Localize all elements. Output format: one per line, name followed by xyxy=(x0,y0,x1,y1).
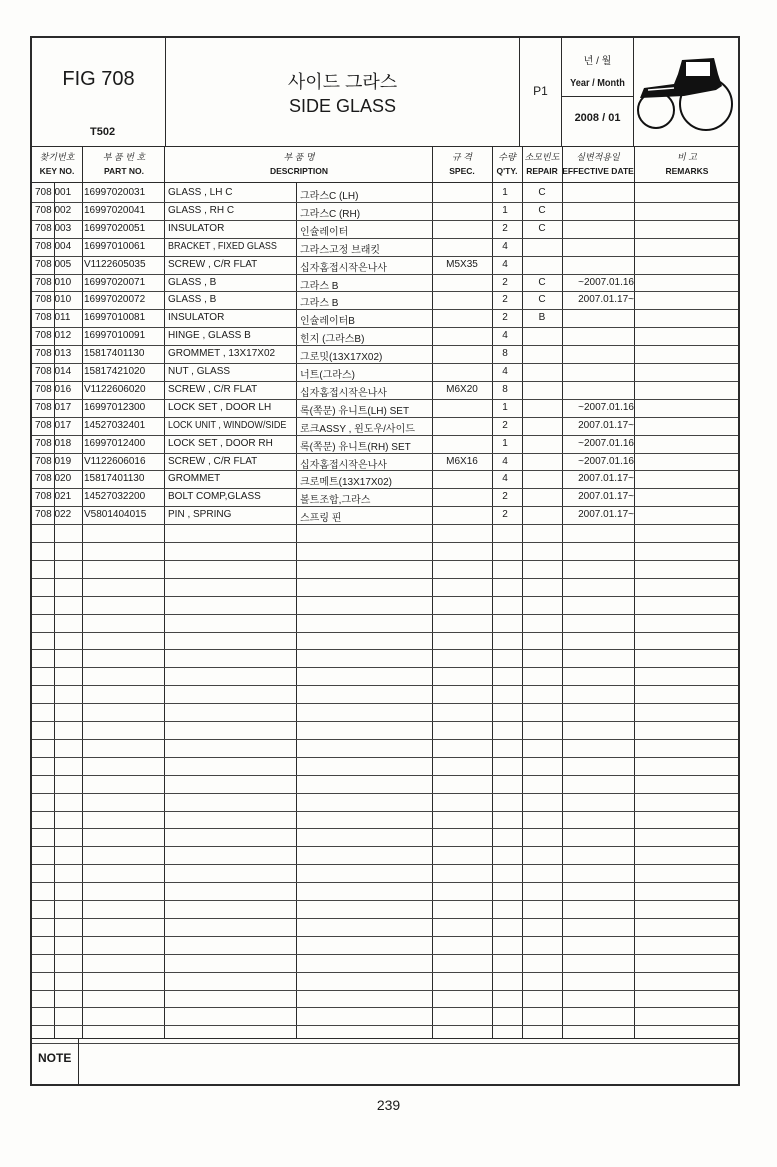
table-row xyxy=(32,309,738,327)
description: INSULATOR xyxy=(168,222,225,234)
tractor-image-cell xyxy=(634,38,740,146)
key-no: 708 004 xyxy=(35,240,72,252)
part-no: 14527032401 xyxy=(84,419,146,431)
part-no: 16997020051 xyxy=(84,222,146,234)
title-korean: 사이드 그라스 xyxy=(287,72,398,92)
quantity: 1 xyxy=(502,437,508,449)
description: NUT , GLASS xyxy=(168,366,231,377)
table-row xyxy=(32,506,738,524)
quantity: 2 xyxy=(502,294,508,306)
tractor-icon xyxy=(634,38,738,142)
quantity: 4 xyxy=(502,455,508,467)
key-no: 708 017 xyxy=(35,419,72,431)
table-row xyxy=(32,184,738,202)
description-korean: 로크ASSY , 윈도우/사이드 xyxy=(300,423,415,435)
key-no: 708 003 xyxy=(35,222,72,234)
quantity: 1 xyxy=(502,401,508,413)
col-part-no: 부 품 번 호 PART NO. xyxy=(102,152,146,176)
spec: M6X20 xyxy=(446,383,478,395)
key-no: 708 022 xyxy=(35,509,72,521)
key-no: 708 013 xyxy=(35,348,72,360)
part-no: 15817401130 xyxy=(84,348,145,360)
part-no: 16997020041 xyxy=(84,204,146,216)
quantity: 2 xyxy=(502,276,508,288)
description: LOCK SET , DOOR RH xyxy=(168,437,273,449)
part-no: 16997020071 xyxy=(84,276,146,288)
quantity: 4 xyxy=(502,473,508,485)
repair-frequency: C xyxy=(538,187,546,198)
table-row xyxy=(32,363,738,381)
part-no: 16997012400 xyxy=(84,437,146,449)
effective-date: 2007.01.17~ xyxy=(578,294,634,306)
quantity: 2 xyxy=(502,509,508,521)
part-no: 16997012300 xyxy=(84,401,146,413)
description: LOCK UNIT , WINDOW/SIDE xyxy=(168,419,287,431)
quantity: 1 xyxy=(502,204,508,216)
key-no: 708 020 xyxy=(35,473,72,485)
description-korean: 그라스 B xyxy=(300,280,339,292)
description-korean: 크로메트(13X17X02) xyxy=(300,477,393,489)
column-headers xyxy=(32,146,738,183)
quantity: 4 xyxy=(502,330,508,342)
table-row xyxy=(32,220,738,238)
description: BRACKET , FIXED GLASS xyxy=(168,240,277,252)
year-month-label: Year / Month xyxy=(570,78,625,89)
year-month-cell xyxy=(562,38,634,146)
part-no: 15817421020 xyxy=(84,366,146,377)
description-korean: 볼트조합,그라스 xyxy=(300,495,371,507)
repair-frequency: C xyxy=(538,204,546,216)
part-no: 15817401130 xyxy=(84,473,145,485)
key-no: 708 017 xyxy=(35,401,72,413)
note-section xyxy=(32,1038,738,1085)
quantity: 4 xyxy=(502,240,508,252)
table-row xyxy=(32,488,738,506)
description-korean: 그라스 B xyxy=(300,298,339,310)
part-no: V1122606016 xyxy=(84,455,146,467)
repair-frequency: C xyxy=(538,276,546,288)
key-no: 708 010 xyxy=(35,276,72,288)
description-korean: 힌지 (그라스B) xyxy=(300,334,365,346)
quantity: 2 xyxy=(502,312,508,324)
parts-sheet xyxy=(30,36,740,1086)
col-key-no: 찾기번호 KEY NO. xyxy=(39,152,75,176)
table-row xyxy=(32,291,738,309)
description-korean: 그라스고정 브래킷 xyxy=(300,244,381,256)
model-code: T502 xyxy=(90,126,116,138)
title-cell xyxy=(166,38,520,146)
key-no: 708 001 xyxy=(35,187,72,198)
effective-date: ~2007.01.16 xyxy=(578,455,634,467)
quantity: 1 xyxy=(502,187,508,198)
col-description: 부 품 명 DESCRIPTION xyxy=(269,152,329,176)
year-month-korean: 년 / 월 xyxy=(583,56,612,67)
effective-date: 2007.01.17~ xyxy=(578,473,634,485)
quantity: 4 xyxy=(502,366,508,377)
repair-frequency: C xyxy=(538,294,546,306)
description: GLASS , B xyxy=(168,276,217,288)
part-no: 16997010091 xyxy=(84,330,146,342)
key-no: 708 005 xyxy=(35,258,72,270)
part-no: 16997010061 xyxy=(84,240,146,252)
quantity: 4 xyxy=(502,258,508,270)
description: GLASS , B xyxy=(168,294,217,306)
table-row xyxy=(32,238,738,256)
col-remarks: 비 고 REMARKS xyxy=(665,152,709,176)
page-code: P1 xyxy=(533,84,548,98)
quantity: 8 xyxy=(502,348,508,360)
description-korean: 십자홈접시작은나사 xyxy=(300,387,387,399)
description-korean: 십자홈접시작은나사 xyxy=(300,262,387,274)
col-qty: 수량 Q'TY. xyxy=(496,152,518,176)
description-korean: 그라스C (RH) xyxy=(300,208,361,220)
description-korean: 록(쪽문) 유니트(LH) SET xyxy=(300,405,410,417)
key-no: 708 018 xyxy=(35,437,72,449)
sheet-header xyxy=(32,38,738,147)
description: GROMMET , 13X17X02 xyxy=(168,348,276,360)
quantity: 8 xyxy=(502,383,508,395)
effective-date: ~2007.01.16 xyxy=(578,401,634,413)
page-cell xyxy=(520,38,562,146)
description: SCREW , C/R FLAT xyxy=(168,258,258,270)
page-number: 239 xyxy=(376,1097,401,1113)
title-english: SIDE GLASS xyxy=(288,96,397,116)
effective-date: 2007.01.17~ xyxy=(578,419,634,431)
table-row xyxy=(32,274,738,292)
col-spec: 규 격 SPEC. xyxy=(449,152,475,176)
table-row xyxy=(32,399,738,417)
description: BOLT COMP,GLASS xyxy=(168,491,261,503)
effective-date: 2007.01.17~ xyxy=(578,509,634,521)
description-korean: 십자홈접시작은나사 xyxy=(300,459,387,471)
key-no: 708 012 xyxy=(35,330,72,342)
description: SCREW , C/R FLAT xyxy=(168,383,258,395)
col-effective-date: 실변적용일 EFFECTIVE DATE xyxy=(562,152,634,176)
col-repair: 소모빈도 REPAIR xyxy=(524,152,560,176)
table-row xyxy=(32,345,738,363)
description-korean: 스프링 핀 xyxy=(300,513,342,525)
effective-date: 2007.01.17~ xyxy=(578,491,634,503)
table-row xyxy=(32,453,738,471)
table-row xyxy=(32,435,738,453)
spec: M6X16 xyxy=(446,455,478,467)
description-korean: 그로밋(13X17X02) xyxy=(300,352,383,364)
table-row xyxy=(32,327,738,345)
description: LOCK SET , DOOR LH xyxy=(168,401,272,413)
description-korean: 인슐레이터 xyxy=(300,226,349,238)
description: GROMMET xyxy=(168,473,221,485)
fig-number: FIG 708 xyxy=(62,68,135,90)
fig-cell xyxy=(32,38,166,146)
key-no: 708 016 xyxy=(35,383,72,395)
part-no: V1122606020 xyxy=(84,383,146,395)
key-no: 708 021 xyxy=(35,491,72,503)
table-row xyxy=(32,417,738,435)
part-no: 16997010081 xyxy=(84,312,146,324)
repair-frequency: C xyxy=(538,222,546,234)
key-no: 708 014 xyxy=(35,366,72,377)
table-row xyxy=(32,256,738,274)
description: GLASS , RH C xyxy=(168,204,235,216)
description-korean: 너트(그라스) xyxy=(300,370,355,381)
description-korean: 그라스C (LH) xyxy=(300,191,359,202)
description-korean: 록(쪽문) 유니트(RH) SET xyxy=(300,441,411,453)
note-label: NOTE xyxy=(38,1051,72,1065)
quantity: 2 xyxy=(502,419,508,431)
description: PIN , SPRING xyxy=(168,509,232,521)
spec: M5X35 xyxy=(446,258,478,270)
part-no: 16997020031 xyxy=(84,187,146,198)
table-row xyxy=(32,202,738,220)
effective-date: ~2007.01.16 xyxy=(578,437,634,449)
effective-date: ~2007.01.16 xyxy=(578,276,634,288)
table-row xyxy=(32,381,738,399)
description: SCREW , C/R FLAT xyxy=(168,455,258,467)
description: GLASS , LH C xyxy=(168,187,233,198)
key-no: 708 010 xyxy=(35,294,72,306)
quantity: 2 xyxy=(502,491,508,503)
part-no: V5801404015 xyxy=(84,509,147,521)
repair-frequency: B xyxy=(538,312,546,324)
part-no: 16997020072 xyxy=(84,294,146,306)
key-no: 708 011 xyxy=(35,312,71,324)
description-korean: 인슐레이터B xyxy=(300,316,355,328)
table-row xyxy=(32,470,738,488)
part-no: 14527032200 xyxy=(84,491,146,503)
quantity: 2 xyxy=(502,222,508,234)
description: INSULATOR xyxy=(168,312,225,324)
issue-date: 2008 / 01 xyxy=(574,112,621,124)
description: HINGE , GLASS B xyxy=(168,330,251,342)
key-no: 708 019 xyxy=(35,455,72,467)
part-no: V1122605035 xyxy=(84,258,146,270)
key-no: 708 002 xyxy=(35,204,72,216)
